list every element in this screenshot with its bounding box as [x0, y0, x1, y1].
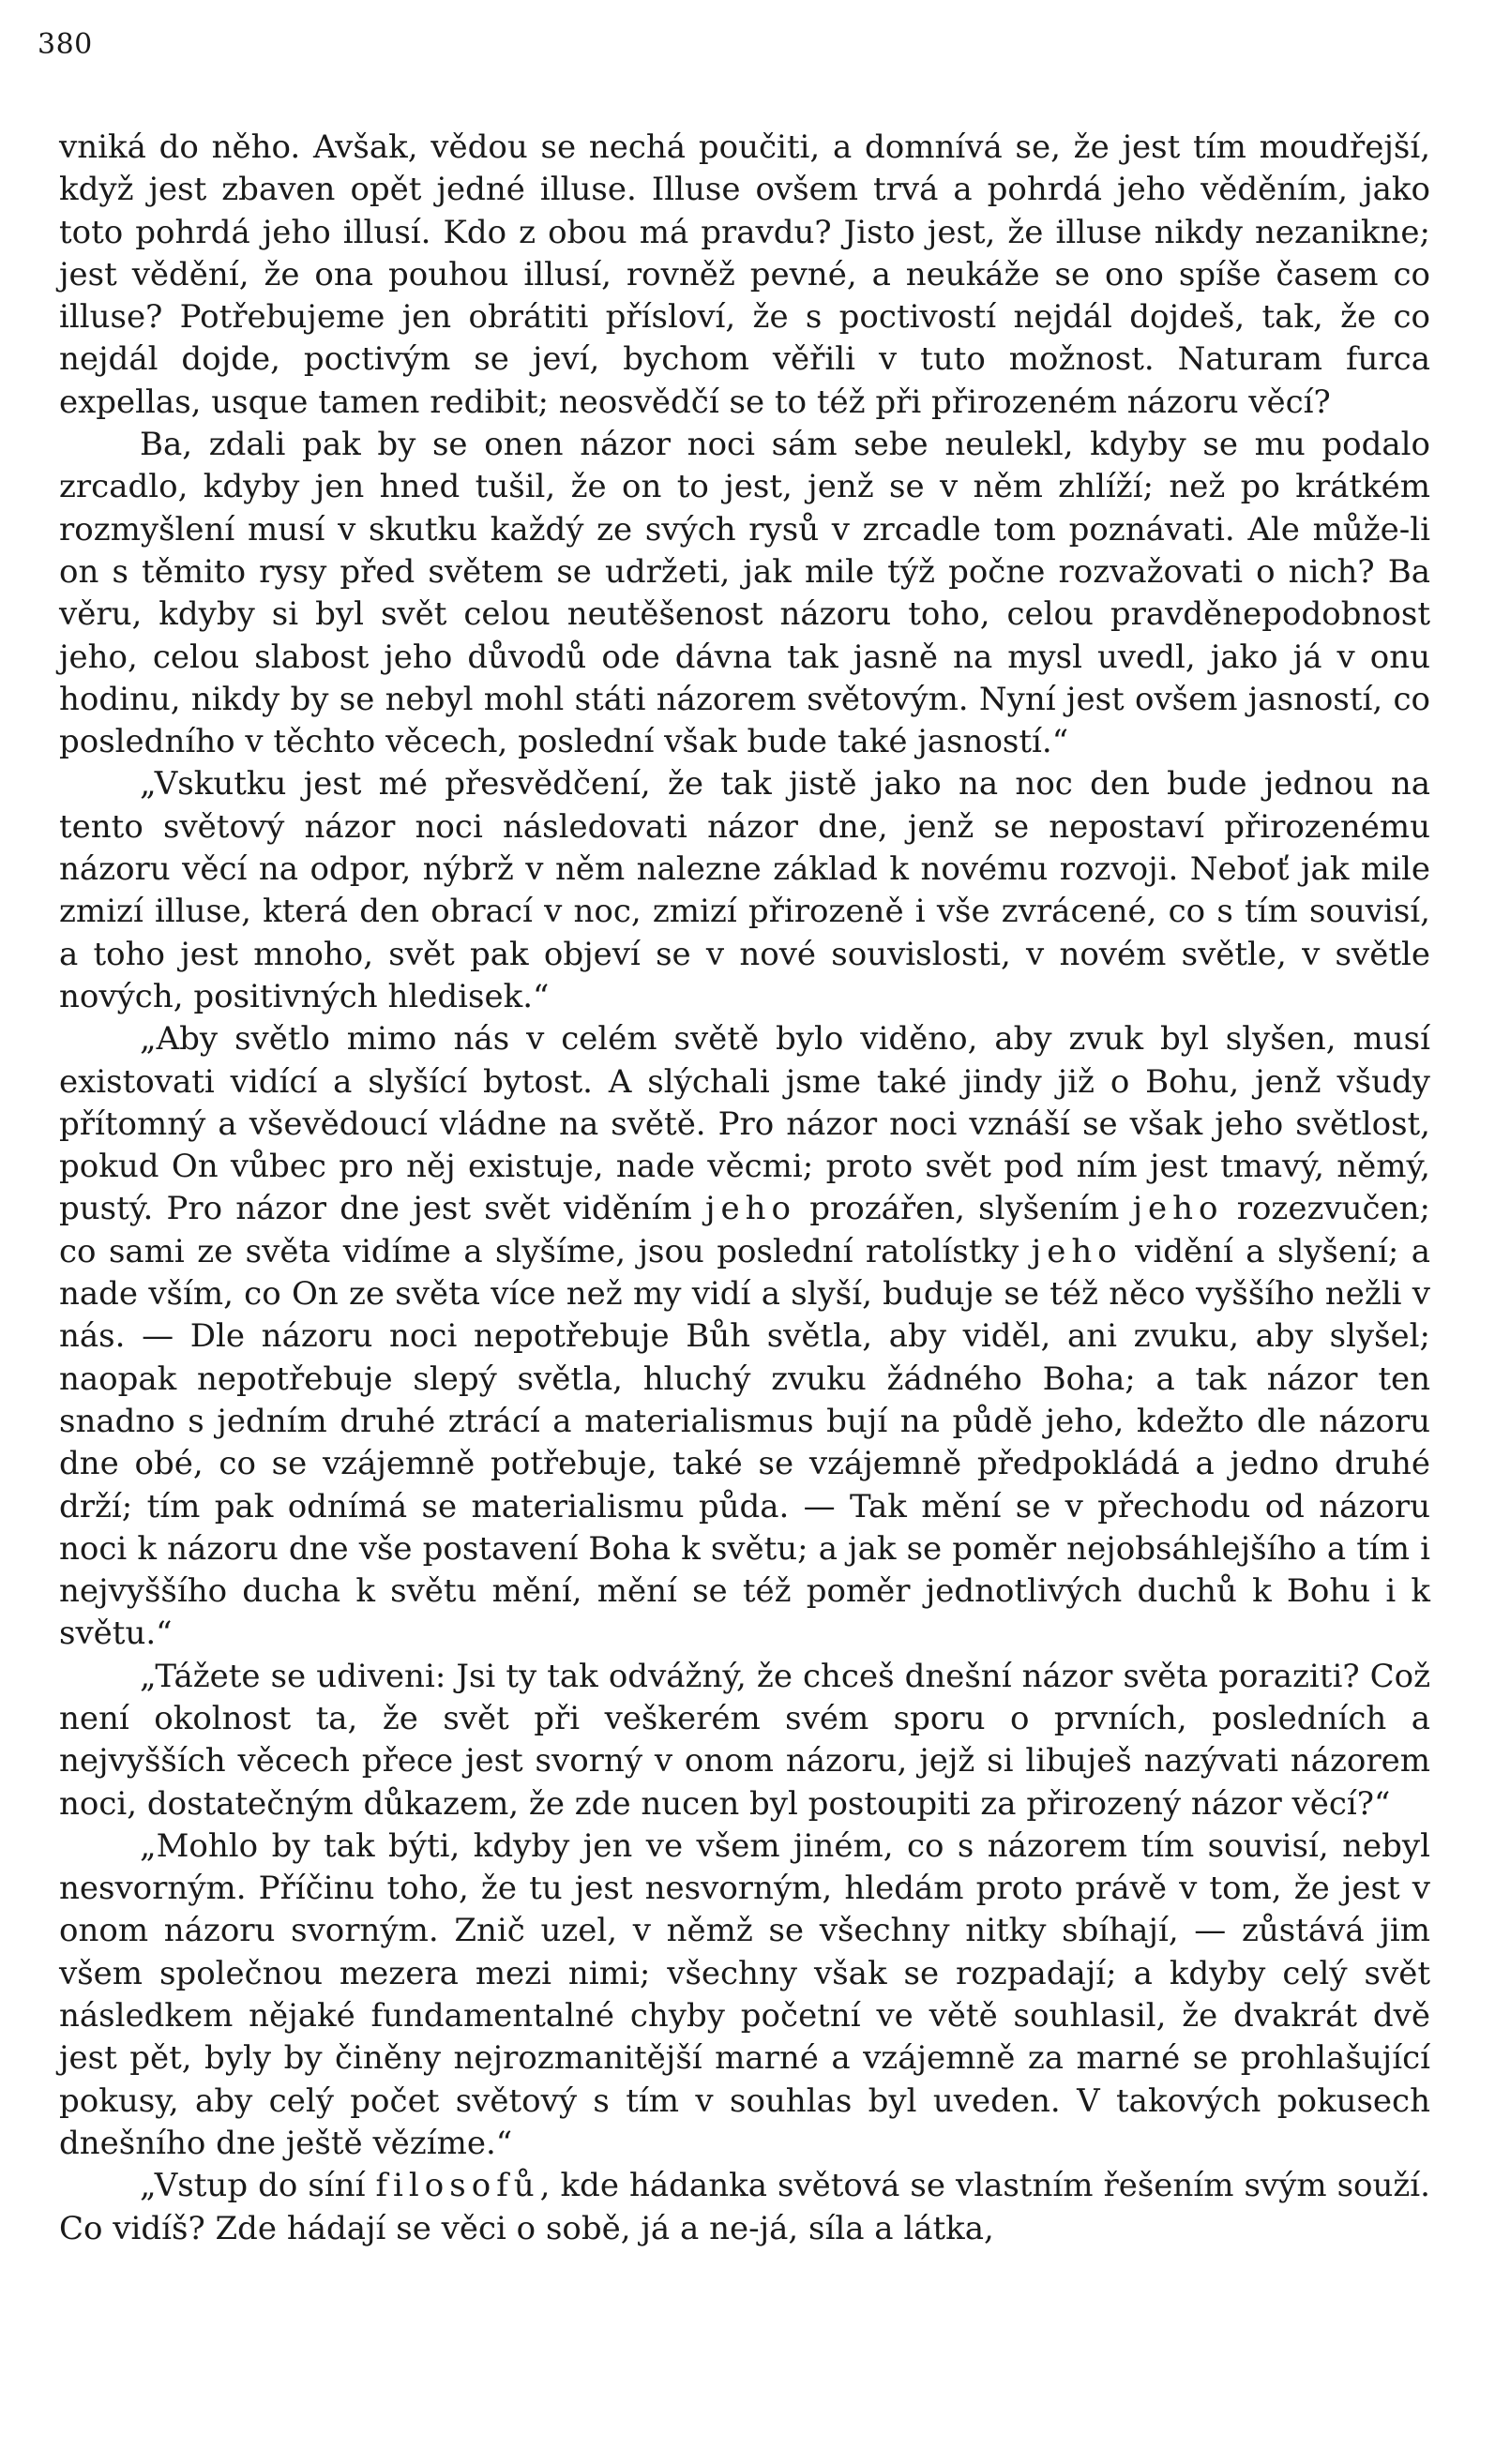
paragraph-7-part-1: „Vstup do síní: [140, 2167, 376, 2205]
paragraph-7: [59, 2165, 1430, 2250]
paragraph-4-part-2: prozářen, slyšením: [796, 1190, 1133, 1228]
paragraph-1: vniká do něho. Avšak, vědou se nechá poučiti, a domnívá se, že jest tím moudřejší, když jest zbaven opět jedné illuse. Illuse ovšem trvá a pohrdá jeho věděním, jako toto pohrdá jeho illusí. Kdo z obou má pravdu? Jisto jest, že illuse nikdy nezanikne; jest vědění, že ona pouhou illusí, rovněž pevné, a neukáže se ono spíše časem co illuse? Potřebujeme jen obrátiti přísloví, že s poctivostí nejdál dojdeš, tak, že co nejdál dojde, poctivým se jeví, bychom věřili v tuto možnost. Naturam furca expellas, usque tamen redibit; neosvědčí se to též při přirozeném názoru věcí?: [59, 128, 1430, 421]
emphasized-word: filosofů: [375, 2167, 540, 2205]
paragraph-7-part-2: , kde hádanka světová se vlastním řešením svým souží. Co vidíš? Zde hádají se věci o sobě, já a ne-já, síla a látka,: [59, 2167, 1430, 2247]
emphasized-word: jeho: [1132, 1190, 1224, 1228]
paragraph-5: „Tážete se udiveni: Jsi ty tak odvážný, že chceš dnešní názor světa poraziti? Což není okolnost ta, že svět při veškerém svém sporu o prvních, posledních a nejvyšších věcech přece jest svorný v onom názoru, jejž si libuješ nazývati názorem noci, dostatečným důkazem, že zde nucen byl postoupiti za přirozený názor věcí?“: [59, 1657, 1430, 1823]
paragraph-2: Ba, zdali pak by se onen názor noci sám sebe neulekl, kdyby se mu podalo zrcadlo, kdyby jen hned tušil, že on to jest, jenž se v něm zhlíží; než po krátkém rozmyšlení musí v skutku každý ze svých rysů v zrcadle tom poznávati. Ale může-li on s těmito rysy před světem se udržeti, jak mile týž počne rozvažovati o nich? Ba věru, kdyby si byl svět celou neutěšenost názoru toho, celou pravděnepodobnost jeho, celou slabost jeho důvodů ode dávna tak jasně na mysl uvedl, jako já v onu hodinu, nikdy by se nebyl mohl státi názorem světovým. Nyní jest ovšem jasností, co posledního v těchto věcech, poslední však bude také jasností.“: [59, 426, 1430, 761]
emphasized-word: jeho: [1031, 1232, 1123, 1270]
emphasized-word: jeho: [705, 1190, 797, 1228]
paragraph-4-part-1: „Aby světlo mimo nás v celém světě bylo viděno, aby zvuk byl slyšen, musí existovati vidící a slyšící bytost. A slýchali jsme také jindy již o Bohu, jenž všudy přítomný a vševědoucí vládne na světě. Pro názor noci vznáší se však jeho světlost, pokud On vůbec pro něj existuje, nade věcmi; proto svět pod ním jest tmavý, němý, pustý. Pro názor dne jest svět viděním: [59, 1020, 1430, 1228]
paragraph-3: „Vskutku jest mé přesvědčení, že tak jistě jako na noc den bude jednou na tento světový názor noci následovati názor dne, jenž se nepostaví přirozenému názoru věcí na odpor, nýbrž v něm nalezne základ k novému rozvoji. Neboť jak mile zmizí illuse, která den obrací v noc, zmizí přirozeně i vše zvrácené, co s tím souvisí, a toho jest mnoho, svět pak objeví se v nové souvislosti, v novém světle, v světle nových, positivných hledisek.“: [59, 765, 1430, 1015]
paragraph-6: „Mohlo by tak býti, kdyby jen ve všem jiném, co s názorem tím souvisí, nebyl nesvorným. Příčinu toho, že tu jest nesvorným, hledám proto právě v tom, že jest v onom názoru svorným. Znič uzel, v němž se všechny nitky sbíhají, — zůstává jim všem společnou mezera mezi nimi; všechny však se rozpadají; a kdyby celý svět následkem nějaké fundamentalné chyby početní ve větě souhlasil, že dvakrát dvě jest pět, byly by činěny nejrozmanitější marné a vzájemně za marné se prohlašující pokusy, aby celý počet světový s tím v souhlas byl uveden. V takových pokusech dnešního dne ještě vězíme.“: [59, 1826, 1430, 2162]
page-number: 380: [38, 28, 93, 61]
paragraph-4-part-3: rozezvučen; co sami ze světa vidíme a slyšíme, jsou poslední ratolístky: [59, 1190, 1430, 1270]
text-column: [59, 127, 1430, 2250]
paragraph-4-part-4: vidění a slyšení; a nade vším, co On ze světa více než my vidí a slyší, buduje se též něco vyššího nežli v nás. — Dle názoru noci nepotřebuje Bůh světla, aby viděl, ani zvuku, aby slyšel; naopak nepotřebuje slepý světla, hluchý zvuku žádného Boha; a tak názor ten snadno s jedním druhé ztrácí a materialismus bují na půdě jeho, kdežto dle názoru dne obé, co se vzájemně potřebuje, také se vzájemně předpokládá a jedno druhé drží; tím pak odnímá se materialismu půda. — Tak mění se v přechodu od názoru noci k názoru dne vše postavení Boha k světu; a jak se poměr nejobsáhlejšího a tím i nejvyššího ducha k světu mění, mění se též poměr jednotlivých duchů k Bohu i k světu.“: [59, 1232, 1431, 1653]
paragraph-4: [59, 1018, 1430, 1655]
